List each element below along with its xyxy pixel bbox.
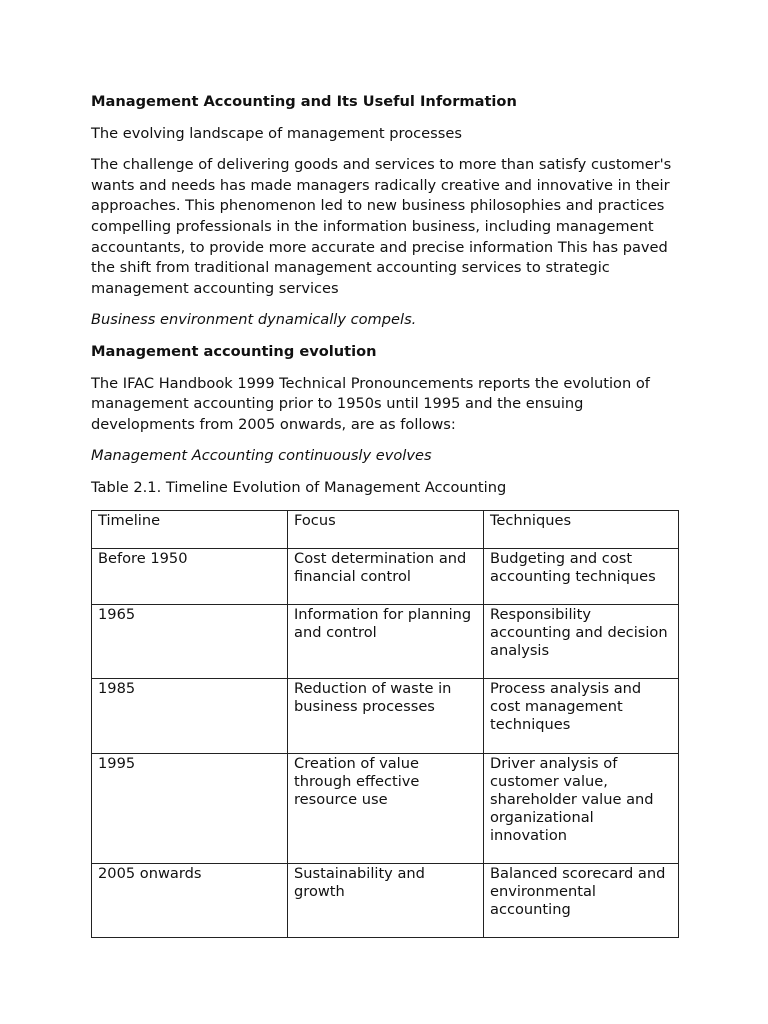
document-page <box>91 92 681 938</box>
cell-timeline: 1965 <box>92 604 288 678</box>
header-timeline: Timeline <box>92 510 288 548</box>
cell-timeline: Before 1950 <box>92 548 288 604</box>
ifac-paragraph: The IFAC Handbook 1999 Technical Pronouncements reports the evolution of management accounting prior to 1950s until 1995 and the ensuing developments from 2005 onwards, are as follows: <box>91 374 650 433</box>
cell-focus: Cost determination and financial control <box>288 548 484 604</box>
cell-techniques: Process analysis and cost management techniques <box>484 678 679 753</box>
section-heading: Management accounting evolution <box>91 342 377 360</box>
cell-timeline: 1985 <box>92 678 288 753</box>
table-row <box>92 678 679 753</box>
cell-timeline: 2005 onwards <box>92 863 288 937</box>
table-row <box>92 753 679 863</box>
table-row <box>92 548 679 604</box>
cell-techniques: Budgeting and cost accounting techniques <box>484 548 679 604</box>
cell-timeline: 1995 <box>92 753 288 863</box>
cell-focus: Reduction of waste in business processes <box>288 678 484 753</box>
cell-focus: Information for planning and control <box>288 604 484 678</box>
caption-business-environment: Business environment dynamically compels. <box>91 311 417 329</box>
cell-techniques: Driver analysis of customer value, shareholder value and organizational innovation <box>484 753 679 863</box>
cell-techniques: Responsibility accounting and decision analysis <box>484 604 679 678</box>
intro-paragraph: The challenge of delivering goods and services to more than satisfy customer's wants and needs has made managers radically creative and innovative in their approaches. This phenomenon led to new business philosophies and practices compelling professionals in the information business, including management accountants, to provide more accurate and precise information This has paved the shift from traditional management accounting services to strategic management accounting services <box>91 156 672 297</box>
cell-focus: Creation of value through effective resource use <box>288 753 484 863</box>
table-row <box>92 604 679 678</box>
caption-evolves: Management Accounting continuously evolves <box>91 447 432 465</box>
document-subtitle: The evolving landscape of management processes <box>91 124 462 142</box>
timeline-table <box>91 510 679 938</box>
document-title: Management Accounting and Its Useful Information <box>91 93 517 110</box>
header-techniques: Techniques <box>484 510 679 548</box>
table-row <box>92 863 679 937</box>
cell-techniques: Balanced scorecard and environmental accounting <box>484 863 679 937</box>
header-focus: Focus <box>288 510 484 548</box>
table-header-row <box>92 510 679 548</box>
table-caption: Table 2.1. Timeline Evolution of Management Accounting <box>91 478 507 496</box>
cell-focus: Sustainability and growth <box>288 863 484 937</box>
